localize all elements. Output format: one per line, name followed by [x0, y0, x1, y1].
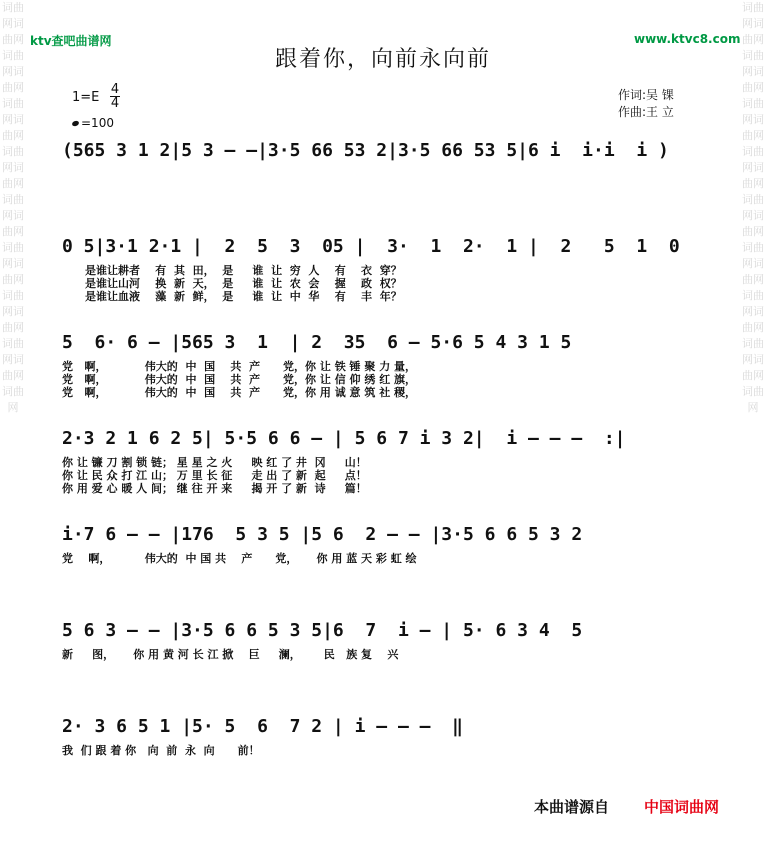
lyric-verse-1: 是谁让耕者 有 其 田， 是 谁 让 穷 人 有 衣 穿？ [62, 264, 402, 277]
lyric-verse-1: 党 啊， 伟大的 中 国 共 产 党，你 让 铁 锤 聚 力 量， [62, 360, 417, 373]
quarter-note-icon [71, 120, 79, 127]
notes-line: 2·3 2 1 6 2 5| 5·5 6 6 — | 5 6 7 i 3 2| i — — — :| [62, 428, 626, 449]
time-sig-bottom: 4 [110, 96, 120, 111]
notes-line: 0 5|3·1 2·1 | 2 5 3 05 | 3· 1 2· 1 | 2 5 1 0 [62, 236, 680, 257]
site-logo-left[interactable]: ktv查吧曲谱网 [30, 34, 112, 48]
tempo-marking [72, 116, 114, 130]
watermark-right: 词曲网词曲网词曲网词曲网词曲网词曲网词曲网词曲网词曲网词曲网词曲网词曲网词曲网词曲网词曲网词曲网词曲网 [742, 1, 764, 414]
site-url-right[interactable]: www.ktvc8.com [634, 32, 741, 46]
composer-credit: 作曲:王 立 [618, 105, 674, 119]
tempo-value: =100 [81, 116, 114, 130]
lyricist-credit: 作词:吴 锞 [618, 88, 674, 102]
time-signature [110, 83, 120, 110]
notes-line: 2· 3 6 5 1 |5· 5 6 7 2 | i — — — ‖ [62, 716, 463, 737]
lyric-verse-3: 党 啊， 伟大的 中 国 共 产 党，你 用 诚 意 筑 社 稷， [62, 386, 417, 399]
notes-line: i·7 6 — — |176 5 3 5 |5 6 2 — — |3·5 6 6 5 3 2 [62, 524, 583, 545]
notes-line: 5 6 3 — — |3·5 6 6 5 3 5|6 7 i — | 5· 6 3 4 5 [62, 620, 583, 641]
source-site-link[interactable]: 中国词曲网 [644, 798, 720, 816]
lyric-verse-2: 你 让 民 众 打 江 山； 万 里 长 征 走 出 了 新 起 点！ [62, 469, 367, 482]
lyric-verse-2: 是谁让山河 换 新 天， 是 谁 让 农 会 握 政 权？ [62, 277, 402, 290]
notes-line: (565 3 1 2|5 3 — —|3·5 66 53 2|3·5 66 53 5|6 i i·i i ) [62, 140, 669, 161]
lyric-verse-1: 新 图， 你 用 黄 河 长 江 掀 巨 澜， 民 族 复 兴 [62, 648, 399, 661]
source-prefix: 本曲谱源自 [534, 798, 610, 816]
song-title: 跟着你，向前永向前 [274, 47, 491, 72]
watermark-left: 词曲网词曲网词曲网词曲网词曲网词曲网词曲网词曲网词曲网词曲网词曲网词曲网词曲网词曲网词曲网词曲网词曲网 [2, 1, 24, 414]
lyric-verse-1: 我 们 跟 着 你 向 前 永 向 前！ [62, 744, 260, 757]
time-sig-top: 4 [110, 82, 120, 97]
lyric-verse-1: 党 啊， 伟大的 中 国 共 产 党， 你 用 蓝 天 彩 虹 绘 [62, 552, 417, 565]
notes-line: 5 6· 6 — |565 3 1 | 2 35 6 — 5·6 5 4 3 1 5 [62, 332, 572, 353]
lyric-verse-3: 你 用 爱 心 暖 人 间； 继 往 开 来 揭 开 了 新 诗 篇！ [62, 482, 367, 495]
lyric-verse-2: 党 啊， 伟大的 中 国 共 产 党，你 让 信 仰 绣 红 旗， [62, 373, 417, 386]
lyric-verse-3: 是谁让血液 藻 新 鲜， 是 谁 让 中 华 有 丰 年？ [62, 290, 402, 303]
lyric-verse-1: 你 让 镰 刀 割 锁 链； 星 星 之 火 映 红 了 井 冈 山！ [62, 456, 367, 469]
key-signature: 1=E [72, 90, 100, 105]
